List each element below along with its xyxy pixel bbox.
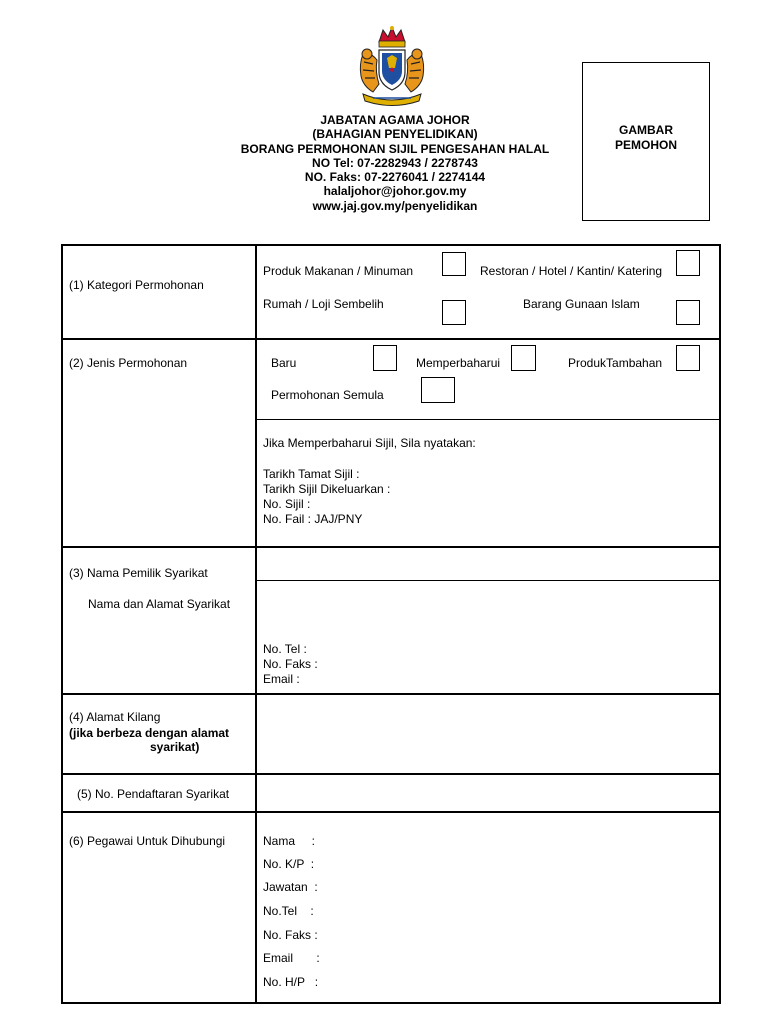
section-1-label: (1) Kategori Permohonan	[69, 278, 204, 292]
option-restaurant-checkbox[interactable]	[676, 250, 700, 276]
table-border-right	[719, 244, 721, 1004]
certificate-issue-date-field[interactable]: Tarikh Sijil Dikeluarkan :	[263, 482, 391, 496]
contact-email-field[interactable]: Email :	[263, 951, 320, 965]
form-header	[210, 113, 580, 213]
email-address: halaljohor@johor.gov.my	[323, 184, 467, 199]
photo-box-label-1: GAMBAR	[619, 123, 673, 137]
section-4-label: (4) Alamat Kilang	[69, 710, 161, 724]
section-3-label: (3) Nama Pemilik Syarikat	[69, 566, 208, 580]
row-divider-5	[61, 811, 721, 813]
option-islamic-goods-label: Barang Gunaan Islam	[523, 297, 640, 311]
section-2-label: (2) Jenis Permohonan	[69, 356, 188, 370]
table-border-bottom	[61, 1002, 721, 1004]
option-food-beverage-checkbox[interactable]	[442, 252, 466, 276]
certificate-expiry-date-field[interactable]: Tarikh Tamat Sijil :	[263, 467, 360, 481]
option-reapplication-checkbox[interactable]	[421, 377, 455, 403]
option-new-label: Baru	[271, 356, 297, 370]
option-renew-label: Memperbaharui	[416, 356, 501, 370]
owner-name-field[interactable]	[257, 548, 719, 580]
row-divider-1	[61, 338, 721, 340]
option-food-beverage-label: Produk Makanan / Minuman	[263, 264, 414, 278]
option-slaughterhouse-checkbox[interactable]	[442, 300, 466, 325]
option-slaughterhouse-label: Rumah / Loji Sembelih	[263, 297, 384, 311]
division-name: (BAHAGIAN PENYELIDIKAN)	[312, 127, 478, 142]
contact-position-field[interactable]: Jawatan :	[263, 880, 318, 894]
applicant-photo-box[interactable]	[582, 62, 710, 221]
option-restaurant-label: Restoran / Hotel / Kantin/ Katering	[480, 264, 663, 278]
section-4-note-line-2: syarikat)	[150, 740, 200, 754]
section-5-label: (5) No. Pendaftaran Syarikat	[77, 787, 230, 801]
option-reapplication-label: Permohonan Semula	[271, 388, 384, 402]
table-border-top	[61, 244, 721, 246]
section-6-label: (6) Pegawai Untuk Dihubungi	[69, 834, 226, 848]
table-border-left	[61, 244, 63, 1004]
company-name-address-label: Nama dan Alamat Syarikat	[88, 597, 231, 611]
website-url: www.jaj.gov.my/penyelidikan	[312, 198, 478, 213]
option-new-checkbox[interactable]	[373, 345, 397, 371]
department-name: JABATAN AGAMA JOHOR	[320, 113, 470, 127]
row-divider-2a	[256, 419, 721, 420]
renewal-instruction: Jika Memperbaharui Sijil, Sila nyatakan:	[263, 436, 476, 450]
section-4-note-line-1: (jika berbeza dengan alamat	[69, 726, 230, 740]
contact-phone-field[interactable]: No.Tel :	[263, 904, 314, 918]
company-phone-field[interactable]: No. Tel :	[263, 642, 307, 656]
company-address-field[interactable]	[257, 581, 719, 641]
company-email-field[interactable]: Email :	[263, 672, 300, 686]
photo-box-label-2: PEMOHON	[614, 138, 677, 152]
contact-mobile-field[interactable]: No. H/P :	[263, 975, 319, 989]
contact-fax-field[interactable]: No. Faks :	[263, 928, 318, 942]
option-renew-checkbox[interactable]	[511, 345, 536, 371]
file-number-field[interactable]: No. Fail : JAJ/PNY	[263, 512, 363, 526]
form-title: BORANG PERMOHONAN SIJIL PENGESAHAN HALAL	[240, 141, 550, 156]
fax-number: NO. Faks: 07-2276041 / 2274144	[304, 170, 486, 185]
certificate-number-field[interactable]: No. Sijil :	[263, 497, 311, 511]
contact-ic-number-field[interactable]: No. K/P :	[263, 857, 315, 871]
option-islamic-goods-checkbox[interactable]	[676, 300, 700, 325]
contact-name-field[interactable]: Nama :	[263, 834, 316, 848]
option-additional-product-checkbox[interactable]	[676, 345, 700, 371]
phone-number: NO Tel: 07-2282943 / 2278743	[312, 155, 478, 170]
company-registration-field[interactable]	[257, 775, 719, 811]
johor-crest-logo	[349, 24, 435, 110]
factory-address-field[interactable]	[257, 695, 719, 773]
company-fax-field[interactable]: No. Faks :	[263, 657, 318, 671]
option-additional-product-label: ProdukTambahan	[568, 356, 663, 370]
